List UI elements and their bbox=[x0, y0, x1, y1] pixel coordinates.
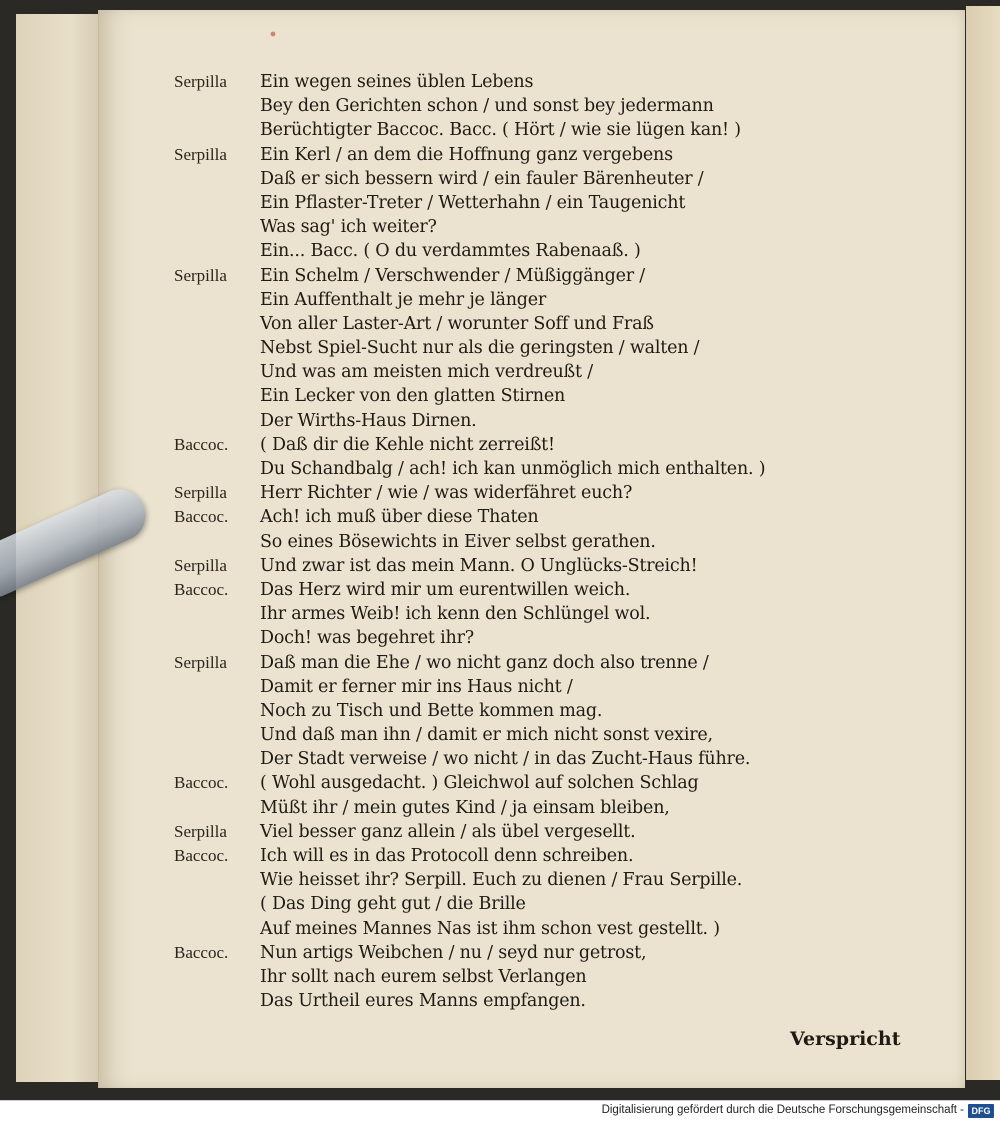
speaker-name: Serpilla bbox=[174, 483, 227, 503]
verse-text: ( Daß dir die Kehle nicht zerreißt! bbox=[260, 434, 555, 455]
dialogue-line bbox=[174, 894, 874, 918]
dfg-logo: DFG bbox=[968, 1104, 994, 1118]
verse-text: Ein Kerl / an dem die Hoffnung ganz vergebens bbox=[260, 144, 673, 165]
verse-text: Und daß man ihn / damit er mich nicht sonst vexire, bbox=[260, 725, 713, 746]
dialogue-line bbox=[174, 72, 874, 96]
speaker-name: Serpilla bbox=[174, 72, 227, 91]
dialogue-line bbox=[174, 507, 874, 531]
verse-text: Daß er sich bessern wird / ein fauler Bärenheuter / bbox=[260, 168, 704, 189]
dialogue-line bbox=[174, 120, 874, 144]
verse-text: Berüchtigter Baccoc. Bacc. ( Hört / wie sie lügen kan! ) bbox=[260, 120, 741, 141]
dialogue-line bbox=[174, 967, 874, 991]
verse-text: Damit er ferner mir ins Haus nicht / bbox=[260, 676, 573, 697]
dialogue-line bbox=[174, 362, 874, 386]
verse-text: Ein Auffenthalt je mehr je länger bbox=[260, 289, 547, 310]
show-through-text bbox=[909, 130, 969, 1010]
dialogue-line bbox=[174, 798, 874, 822]
speaker-name: Baccoc. bbox=[174, 846, 229, 865]
verse-text: Ein wegen seines üblen Lebens bbox=[260, 72, 534, 92]
verse-text: Der Stadt verweise / wo nicht / in das Zucht-Haus führe. bbox=[260, 749, 751, 770]
dialogue-line bbox=[174, 217, 874, 241]
verse-text: Ich will es in das Protocoll denn schreiben. bbox=[260, 846, 634, 866]
verse-text: Ihr armes Weib! ich kenn den Schlüngel wol. bbox=[260, 604, 651, 625]
verse-text: Das Urtheil eures Manns empfangen. bbox=[260, 991, 586, 1012]
verse-text: Ein Lecker von den glatten Stirnen bbox=[260, 386, 566, 407]
dialogue-line bbox=[174, 991, 874, 1015]
dialogue-line bbox=[174, 435, 874, 459]
dialogue-line bbox=[174, 386, 874, 410]
verse-text: Viel besser ganz allein / als übel vergesellt. bbox=[260, 821, 636, 842]
dialogue-line bbox=[174, 169, 874, 193]
verse-text: Von aller Laster-Art / worunter Soff und Fraß bbox=[260, 313, 654, 334]
speaker-name: Serpilla bbox=[174, 555, 227, 575]
verse-text: Doch! was begehret ihr? bbox=[260, 628, 474, 649]
verse-text: Ach! ich muß über diese Thaten bbox=[260, 507, 539, 528]
verse-text: Und zwar ist das mein Mann. O Unglücks-Streich! bbox=[260, 555, 698, 576]
dialogue-line bbox=[174, 725, 874, 749]
dialogue-line bbox=[174, 749, 874, 773]
verse-text: Auf meines Mannes Nas ist ihm schon vest gestellt. ) bbox=[260, 918, 720, 939]
speaker-name: Baccoc. bbox=[174, 773, 229, 793]
verse-text: Das Herz wird mir um eurentwillen weich. bbox=[260, 579, 631, 600]
dialogue-line bbox=[174, 266, 874, 290]
speaker-name: Baccoc. bbox=[174, 942, 229, 962]
speaker-name: Baccoc. bbox=[174, 434, 229, 454]
dialogue-line bbox=[174, 919, 874, 943]
verse-text: Wie heisset ihr? Serpill. Euch zu dienen / Frau Serpille. bbox=[260, 870, 743, 891]
right-page-edge bbox=[966, 6, 1000, 1080]
dialogue-line bbox=[174, 314, 874, 338]
verse-text: Ein... Bacc. ( O du verdammtes Rabenaaß. ) bbox=[260, 241, 641, 262]
funding-credit: Digitalisierung gefördert durch die Deutsche Forschungsgemeinschaft - bbox=[601, 1104, 964, 1116]
speaker-name: Baccoc. bbox=[174, 507, 229, 527]
dialogue-line bbox=[174, 193, 874, 217]
dialogue-line bbox=[174, 459, 874, 483]
verse-text: Du Schandbalg / ach! ich kan unmöglich mich enthalten. ) bbox=[260, 459, 766, 479]
dialogue-line bbox=[174, 870, 874, 894]
dialogue-line bbox=[174, 943, 874, 967]
dialogue-line bbox=[174, 604, 874, 628]
verse-text: Ihr sollt nach eurem selbst Verlangen bbox=[260, 966, 587, 987]
speaker-name: Serpilla bbox=[174, 265, 227, 285]
dialogue-line bbox=[174, 241, 874, 265]
dialogue-line bbox=[174, 701, 874, 725]
verse-text: Daß man die Ehe / wo nicht ganz doch also trenne / bbox=[260, 652, 709, 673]
dialogue-line bbox=[174, 822, 874, 846]
dialogue-line bbox=[174, 773, 874, 797]
dialogue-line bbox=[174, 338, 874, 362]
verse-text: Ein Schelm / Verschwender / Müßiggänger / bbox=[260, 265, 645, 286]
verse-text: ( Das Ding geht gut / die Brille bbox=[260, 894, 526, 915]
verse-text: Herr Richter / wie / was widerfähret euch? bbox=[260, 483, 633, 504]
verse-text: Ein Pflaster-Treter / Wetterhahn / ein Taugenicht bbox=[260, 192, 686, 213]
verse-text: Müßt ihr / mein gutes Kind / ja einsam bleiben, bbox=[260, 797, 670, 818]
verse-text: Was sag' ich weiter? bbox=[260, 217, 437, 238]
speaker-name: Serpilla bbox=[174, 144, 227, 164]
verse-text: Nun artigs Weibchen / nu / seyd nur getrost, bbox=[260, 942, 647, 963]
dialogue-line bbox=[174, 580, 874, 604]
verse-text: So eines Bösewichts in Eiver selbst gerathen. bbox=[260, 531, 656, 552]
dialogue-line bbox=[174, 628, 874, 652]
speaker-name: Baccoc. bbox=[174, 579, 229, 599]
dialogue-line bbox=[174, 677, 874, 701]
speaker-name: Serpilla bbox=[174, 821, 227, 841]
dialogue-block bbox=[174, 72, 874, 1015]
dialogue-line bbox=[174, 532, 874, 556]
dialogue-line bbox=[174, 145, 874, 169]
verse-text: Und was am meisten mich verdreußt / bbox=[260, 362, 593, 383]
verse-text: ( Wohl ausgedacht. ) Gleichwol auf solchen Schlag bbox=[260, 773, 699, 794]
dialogue-line bbox=[174, 846, 874, 870]
dialogue-line bbox=[174, 483, 874, 507]
verse-text: Der Wirths-Haus Dirnen. bbox=[260, 410, 477, 431]
dialogue-line bbox=[174, 556, 874, 580]
verse-text: Noch zu Tisch und Bette kommen mag. bbox=[260, 700, 603, 721]
dialogue-line bbox=[174, 653, 874, 677]
dialogue-line bbox=[174, 290, 874, 314]
dialogue-line bbox=[174, 96, 874, 120]
speaker-name: Serpilla bbox=[174, 652, 227, 672]
catchword: Verspricht bbox=[790, 1028, 901, 1050]
verse-text: Nebst Spiel-Sucht nur als die geringsten / walten / bbox=[260, 338, 700, 359]
footer-bar bbox=[0, 1100, 1000, 1122]
dialogue-line bbox=[174, 411, 874, 435]
verse-text: Bey den Gerichten schon / und sonst bey jedermann bbox=[260, 96, 714, 117]
